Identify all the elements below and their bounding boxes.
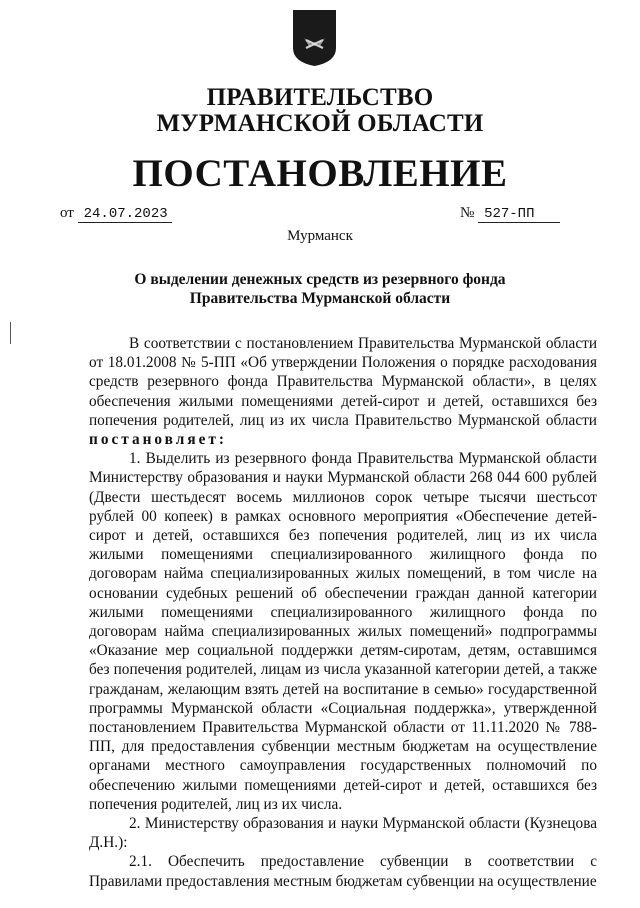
preamble-paragraph xyxy=(89,334,597,449)
document-date xyxy=(60,204,172,223)
margin-mark xyxy=(10,322,11,344)
coat-of-arms-icon xyxy=(291,8,338,68)
date-prefix: от xyxy=(60,205,74,221)
number-prefix: № xyxy=(460,205,475,221)
resolves-keyword: постановляет: xyxy=(89,431,227,449)
item-2-1-paragraph: 2.1. Обеспечить предоставление субвенции в соответствии с Правилами предоставления местным бюджетам субвенции на осуществление xyxy=(89,853,597,890)
item-1-paragraph: 1. Выделить из резервного фонда Правительства Мурманской области Министерству образования и науки Мурманской области 268 044 600 рублей (Двести шестьдесят восемь миллионов сорок четыре тысячи шестьсот рублей 00 копеек) в рамках основного мероприятия «Обеспечение детей-сирот и детей, оставшихся без попечения родителей, лиц из их числа жилыми помещениями специализированного жилищного фонда по договорам найма специализированных жилых помещений, в том числе на основании судебных решений об обеспечении граждан данной категории жилыми помещениями специализированного жилищного фонда по договорам найма специализированных жилых помещений» подпрограммы «Оказание мер социальной поддержки детям-сиротам, детям, оставшимся без попечения родителей, лицам из числа указанной категории детей, а также гражданам, желающим взять детей на воспитание в семью» государственной программы Мурманской области «Социальная поддержка», утвержденной постановлением Правительства Мурманской области от 11.11.2020 № 788-ПП, для предоставления субвенции местным бюджетам на осуществление органами местного самоуправления государственных полномочий по обеспечению жилыми помещениями детей-сирот и детей, оставшихся без попечения родителей, лиц из их числа. xyxy=(89,450,597,813)
item-2-paragraph: 2. Министерству образования и науки Мурманской области (Кузнецова Д.Н.): xyxy=(89,815,597,852)
city: Мурманск xyxy=(287,228,353,244)
date-value: 24.07.2023 xyxy=(78,206,172,223)
preamble-text: В соответствии с постановлением Правительства Мурманской области от 18.01.2008 № 5-ПП «Об утверждении Положения о порядке расходования средств резервного фонда Правительства Мурманской области», в целях обеспечения жилыми помещениями детей-сирот и детей, оставшихся без попечения родителей, лиц из их числа Правительство Мурманской области xyxy=(89,335,597,429)
government-title-line1: ПРАВИТЕЛЬСТВО xyxy=(206,84,434,111)
subject-line1: О выделении денежных средств из резервного фонда xyxy=(134,271,506,288)
document-number xyxy=(460,204,560,223)
document-body xyxy=(89,334,597,891)
number-value: 527-ПП xyxy=(478,206,560,223)
government-title-line2: МУРМАНСКОЙ ОБЛАСТИ xyxy=(156,110,484,137)
document-type-title: ПОСТАНОВЛЕНИЕ xyxy=(132,152,508,195)
subject-line2: Правительства Мурманской области xyxy=(189,290,451,307)
